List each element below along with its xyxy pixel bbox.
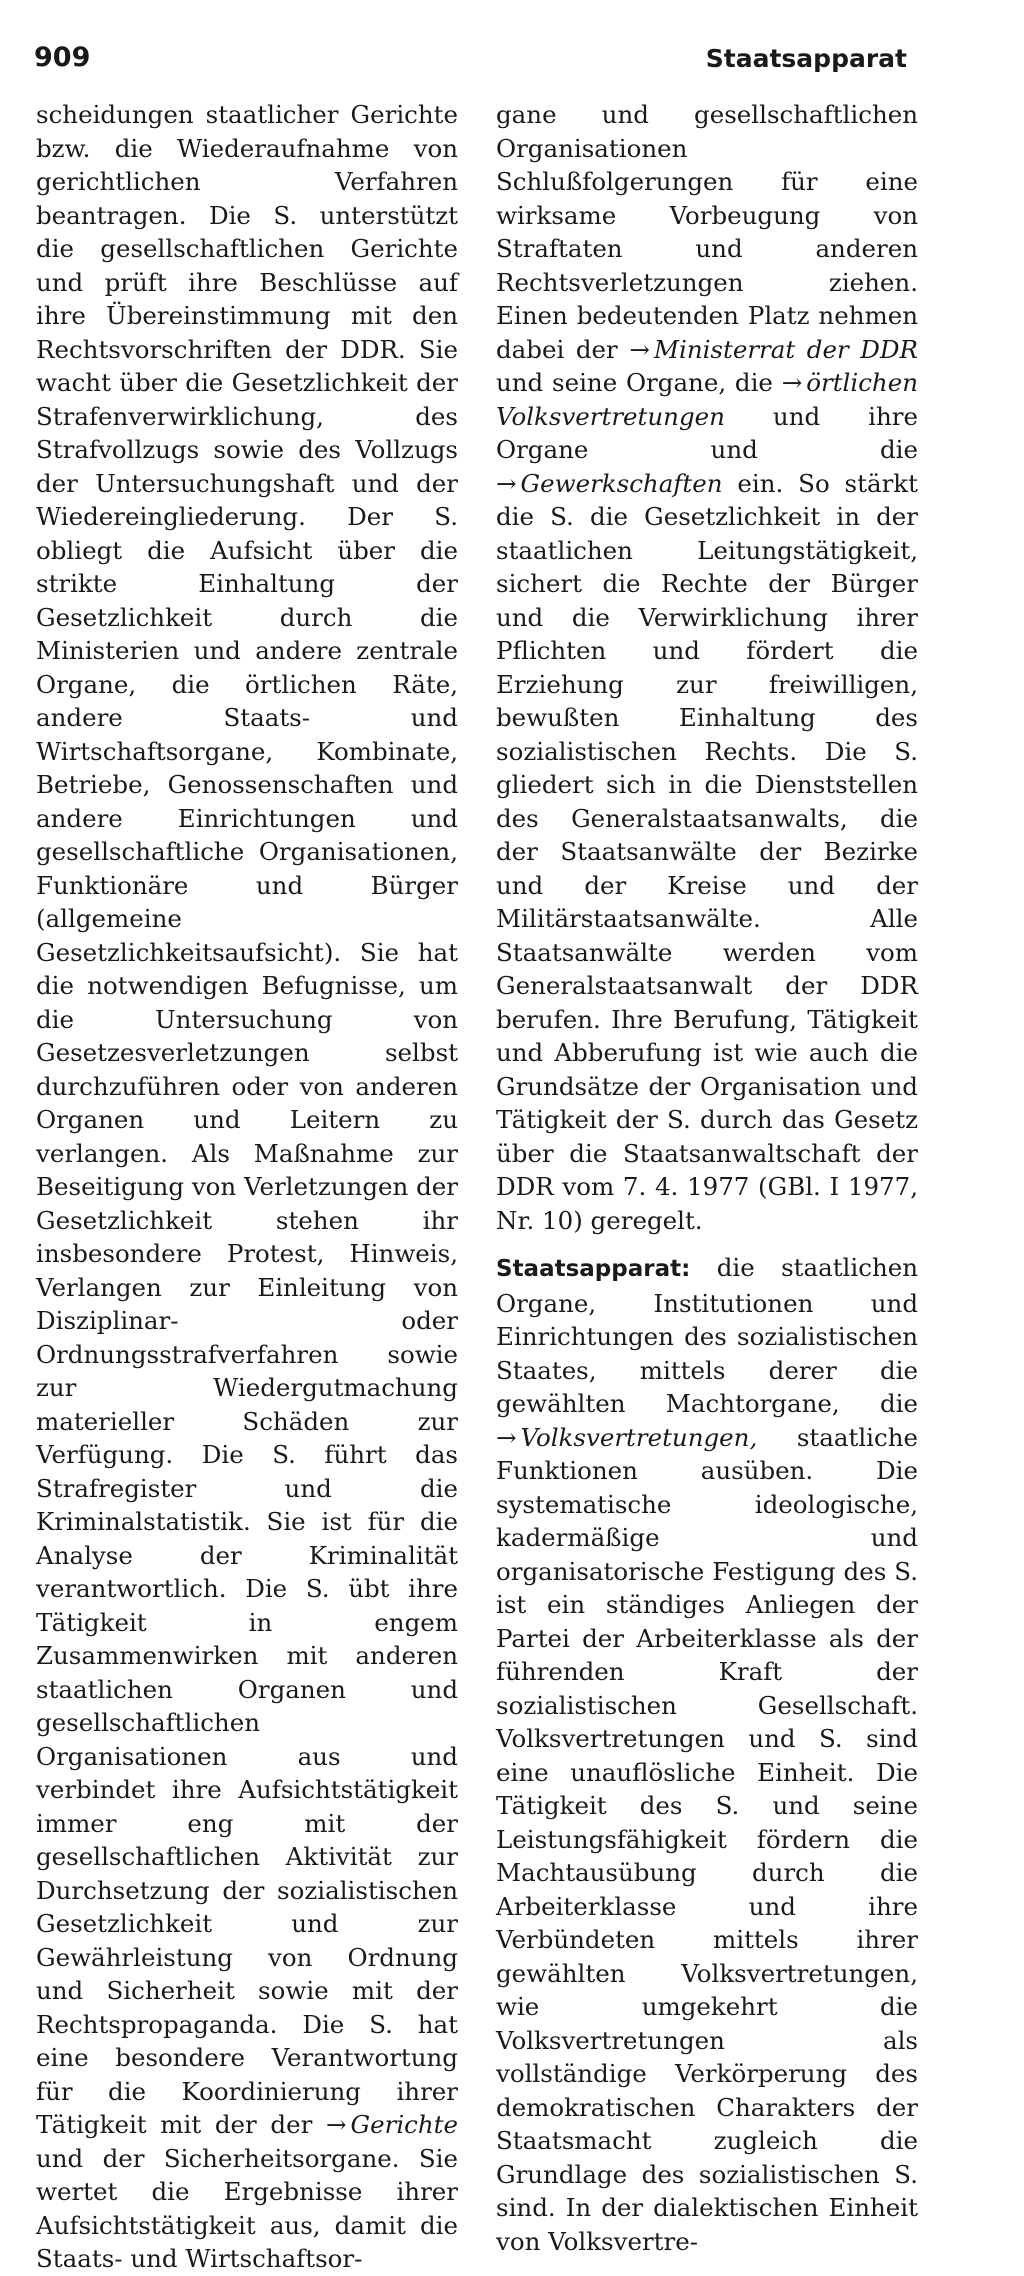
text-run: scheidungen staatlicher Gerichte bzw. die Wiederaufnahme von gerichtlichen Verfahren beantragen. Die S. unterstützt die gesellschaftlichen Gerichte und prüft ihre Beschlüsse auf ihre Übereinstimmung mit den Rechtsvorschriften der DDR. Sie wacht über die Gesetzlichkeit der Strafenverwirklichung, des Strafvollzugs sowie des Vollzugs der Untersuchungshaft und der Wiedereingliederung. Der S. obliegt die Aufsicht über die strikte Einhaltung der Gesetzlichkeit durch die Ministerien und andere zentrale Organe, die örtlichen Räte, andere Staats- und Wirtschaftsorgane, Kombinate, Betriebe, Genossenschaften und andere Einrichtungen und gesellschaftliche Organisationen, Funktionäre und Bürger (allgemeine Gesetzlichkeitsaufsicht). Sie hat die notwendigen Befugnisse, um die Untersuchung von Gesetzesverletzungen selbst durchzuführen oder von anderen Organen und Leitern zu verlangen. Als Maßnahme zur Beseitigung von Verletzungen der Gesetzlichkeit stehen ihr insbesondere Protest, Hinweis, Verlangen zur Einleitung von Disziplinar- oder Ordnungsstrafverfahren sowie zur Wiedergutmachung materieller Schäden zur Verfügung. Die S. führt das Strafregister und die Kriminalstatistik. Sie ist für die Analyse der Kriminalität verantwortlich. Die S. übt ihre Tätigkeit in engem Zusammenwirken mit anderen staatlichen Organen und gesellschaftlichen Organisationen aus und verbindet ihre Aufsichtstätigkeit immer eng mit der gesellschaftlichen Aktivität zur Durchsetzung der sozialistischen Gesetzlichkeit und zur Gewährleistung von Ordnung und Sicherheit sowie mit der Rechtspropaganda. Die S. hat eine besondere Verantwortung für die Koordinierung ihrer Tätigkeit mit der der bbox=[36, 100, 458, 2139]
text-run: und seine Organe, die bbox=[496, 368, 773, 397]
text-run: und der Sicherheitsorgane. Sie wertet die Ergebnisse ihrer Aufsichtstätigkeit aus, damit die Staats- und Wirtschaftsor- bbox=[36, 2143, 458, 2273]
right-column bbox=[496, 98, 918, 2258]
entry-staatsapparat bbox=[496, 1251, 918, 2258]
cross-reference-arrow-icon: → bbox=[326, 2110, 347, 2139]
text-run: ein. So stärkt die S. die Gesetzlichkeit in der staatlichen Leitungstätigkeit, sichert die Rechte der Bürger und die Verwirklichung ihrer Pflichten und fördert die Erziehung zur freiwilligen, bewußten Einhaltung des sozialistischen Rechts. Die S. gliedert sich in die Dienststellen des Generalstaatsanwalts, die der Staatsanwälte der Bezirke und der Kreise und der Militärstaatsanwälte. Alle Staatsanwälte werden vom Generalstaatsanwalt der DDR berufen. Ihre Berufung, Tätigkeit und Abberufung ist wie auch die Grundsätze der Organisation und Tätigkeit der S. durch das Gesetz über die Staatsanwaltschaft der DDR vom 7. 4. 1977 (GBl. I 1977, Nr. 10) geregelt. bbox=[496, 468, 918, 1235]
cross-reference-arrow-icon: → bbox=[781, 368, 803, 397]
running-title: Staatsapparat bbox=[705, 44, 907, 73]
cross-reference-ministerrat[interactable]: Ministerrat der DDR bbox=[653, 334, 918, 364]
cross-reference-arrow-icon: → bbox=[629, 334, 650, 364]
page-number: 909 bbox=[34, 42, 91, 73]
cross-reference-gewerkschaften[interactable]: Gewerkschaften bbox=[520, 468, 723, 498]
cross-reference-arrow-icon: → bbox=[496, 1422, 517, 1452]
cross-reference-oertliche-volksvertretungen[interactable]: örtlichen Volksvertretungen bbox=[496, 368, 918, 431]
text-run: staatliche Funktionen ausüben. Die systematische ideologische, kadermäßige und organisatorische Festigung des S. ist ein ständiges Anliegen der Partei der Arbeiterklasse als der führenden Kraft der sozialistischen Gesellschaft. Volksvertretungen und S. sind eine unauflösliche Einheit. Die Tätigkeit des S. und seine Leistungsfähigkeit fördern die Machtausübung durch die Arbeiterklasse und ihre Verbündeten mittels ihrer gewählten Volksvertretungen, wie umgekehrt die Volksvertretungen als vollständige Verkörperung des demokratischen Charakters der Staatsmacht zugleich die Grundlage des sozialistischen S. sind. In der dialektischen Einheit von Volksvertre- bbox=[496, 1422, 918, 2256]
cross-reference-gerichte[interactable]: Gerichte bbox=[350, 2110, 458, 2139]
entry-continuation-paragraph bbox=[36, 98, 458, 2276]
entry-headword: Staatsapparat: bbox=[496, 1256, 691, 1282]
text-run: die staatlichen Organe, Institutionen und Einrichtungen des sozialistischen Staates, mittels derer die gewählten Machtorgane, die bbox=[496, 1253, 918, 1418]
cross-reference-arrow-icon: → bbox=[496, 468, 517, 498]
entry-continuation-paragraph bbox=[496, 98, 918, 1237]
text-run: und ihre Organe und die bbox=[496, 401, 918, 464]
cross-reference-volksvertretungen[interactable]: Volksvertretungen, bbox=[520, 1422, 758, 1452]
text-run: gane und gesellschaftlichen Organisationen Schlußfolgerungen für eine wirksame Vorbeugung von Straftaten und anderen Rechtsverletzungen ziehen. Einen bedeutenden Platz nehmen dabei der bbox=[496, 100, 918, 364]
left-column bbox=[36, 98, 458, 2276]
